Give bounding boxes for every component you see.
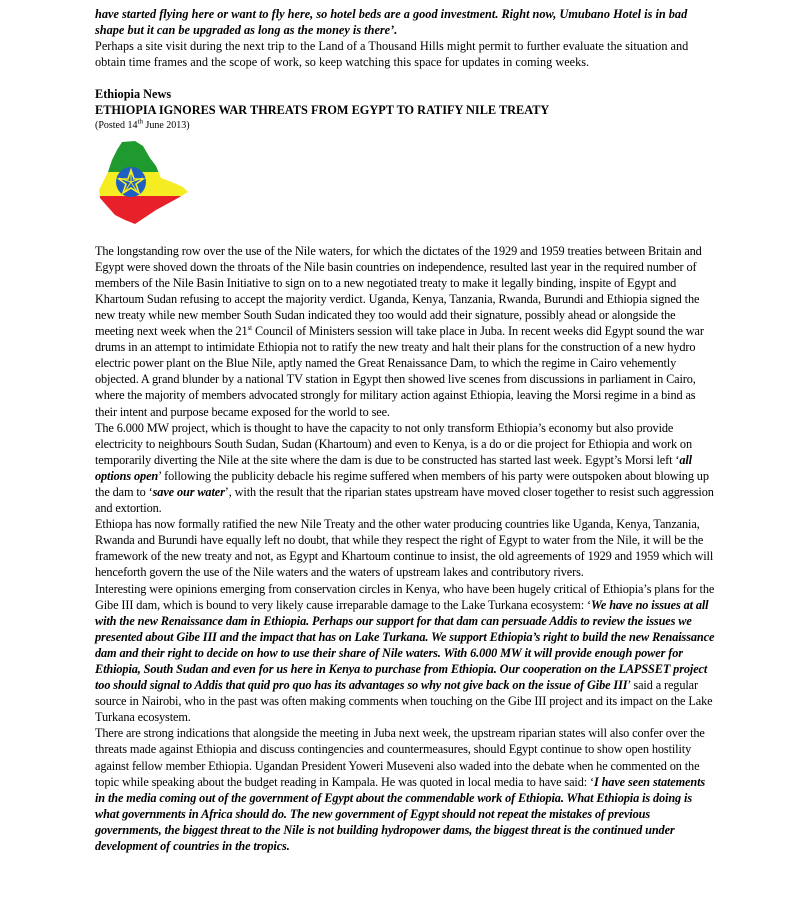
article-paragraph-4 — [95, 581, 715, 726]
article-headline: ETHIOPIA IGNORES WAR THREATS FROM EGYPT TO RATIFY NILE TREATY — [95, 103, 550, 118]
p4-quote: We have no issues at all with the new Renaissance dam in Ethiopia. Perhaps our support for that dam can persuade Addis to review the issues we presented about Gibe III and the impact that has on Lake Turkana. We support Ethiopia’s right to build the new Renaissance dam and their right to decide on how to use their share of Nile waters. With 6.000 MW it will provide enough power for Ethiopia, South Sudan and even for us here in Kenya to purchase from Ethiopia. Our cooperation on the LAPSSET project too should signal to Addis that quid pro quo has its advantages so why not give back on the issue of Gibe III — [95, 597, 715, 693]
p1-text-b: Council of Ministers session will take place in Juba. In recent weeks did Egypt sound the war drums in an attempt to intimidate Ethiopia not to ratify the new treaty and halt their plans for the construction of a new hydro electric power plant on the Blue Nile, aptly named the Great Renaissance Dam, to which the regime in Cairo vehemently objected. A grand blunder by a national TV station in Egypt then showed live scenes from discussions in parliament in Cairo, where the majority of members advocated strongly for military action against Ethiopia, leaving the Morsi regime in a bind as their intent and purpose became exposed for the world to see. — [95, 324, 704, 419]
posted-suffix: June 2013) — [142, 119, 190, 131]
article-paragraph-5 — [95, 725, 715, 854]
p2-text-c: ’ following the publicity debacle his regime suffered when members of his party were outspoken about blowing up the dam to ‘ — [95, 468, 709, 499]
p1-text-a: The longstanding row over the use of the Nile waters, for which the dictates of the 1929 and 1959 treaties between Britain and Egypt were shoved down the throats of the Nile basin countries on independence, resulted last year in the required number of members of the Nile Basin Initiative to sign on to a new negotiated treaty to make it legally binding, inspite of Egypt and Khartoum Sudan refusing to accept the majority verdict. Uganda, Kenya, Tanzania, Rwanda, Burundi and Ethiopia signed the new treaty while new member South Sudan indicated they too would add their signature, possibly ahead or alongside the meeting next week when the 21 — [95, 243, 702, 339]
p4-text-c: ’ said a regular source in Nairobi, who in the past was often making comments when touching on the Gibe III project and its impact on the Lake Turkana ecosystem. — [95, 678, 713, 725]
p2-text-e: ’, with the result that the riparian states upstream have moved closer together to resist such aggression and extortion. — [95, 484, 714, 516]
p5-quote: I have seen statements in the media coming out of the government of Egypt about the commendable work of Ethiopia. What Ethiopia is doing is what governments in Africa should do. The new government of Egypt should not repeat the mistakes of previous governments, the biggest threat to the Nile is not building hydropower dams, the biggest threat is the continued under development of countries in the tropics. — [95, 774, 706, 854]
p2-quote-2: save our water — [152, 484, 225, 499]
p2-text-a: The 6.000 MW project, which is thought to have the capacity to not only transform Ethiopia’s economy but also provide electricity to neighbours South Sudan, Sudan (Khartoum) and even to Kenya, is a do or die project for Ethiopia and work on temporarily diverting the Nile at the site where the dam is due to be constructed has started last week. Egypt’s Morsi left ‘ — [95, 420, 692, 467]
flag-red-band — [95, 196, 195, 238]
intro-followup: Perhaps a site visit during the next trip to the Land of a Thousand Hills might permit to further evaluate the situation and obtain time frames and the scope of work, so keep watching this space for updates in coming weeks. — [95, 39, 689, 70]
article-paragraph-3: Ethiopa has now formally ratified the new Nile Treaty and the other water producing countries like Uganda, Kenya, Tanzania, Rwanda and Burundi have equally left no doubt, that while they respect the right of Egypt to water from the Nile, it will be the framework of the new treaty and not, as Egypt and Khartoum continue to insist, the old agreements of 1929 and 1959 which will henceforth govern the use of the Nile waters and the waters of upstream lakes and contributory rivers. — [95, 517, 714, 580]
p1-sup: st — [247, 323, 253, 332]
p4-text-a: Interesting were opinions emerging from conservation circles in Kenya, who have been hugely critical of Ethiopia’s plans for the Gibe III dam, which is bound to very likely cause irreparable damage to the Lake Turkana ecosystem: ‘ — [95, 581, 715, 612]
intro-bold-quote: have started flying here or want to fly here, so hotel beds are a good investment. Right now, Umubano Hotel is in bad shape but it can be upgraded as long as the money is there — [95, 7, 688, 38]
p2-quote-1: all options open — [95, 452, 692, 483]
article-paragraph-2 — [95, 420, 715, 517]
intro-paragraph — [95, 6, 715, 38]
document-page — [95, 6, 715, 854]
ethiopia-map-icon — [95, 138, 195, 238]
posted-sup: th — [137, 117, 143, 126]
p5-text-a: There are strong indications that alongside the meeting in Juba next week, the upstream riparian states will also confer over the threats made against Ethiopia and discuss contingencies and countermeasures, should Egypt continue to show open hostility against fellow member Ethiopia. Ugandan President Yoweri Museveni also waded into the debate when he commented on the topic while speaking about the budget reading in Kampala. He was quoted in local media to have said: ‘ — [95, 726, 705, 789]
section-label: Ethiopia News — [95, 87, 172, 102]
article-paragraph-1 — [95, 243, 715, 420]
intro-quote-close: ’. — [390, 23, 398, 38]
posted-prefix: (Posted 14 — [95, 119, 138, 131]
flag-green-band — [95, 138, 195, 172]
ethiopia-flag-map-image — [95, 138, 715, 238]
posted-date — [95, 119, 715, 132]
